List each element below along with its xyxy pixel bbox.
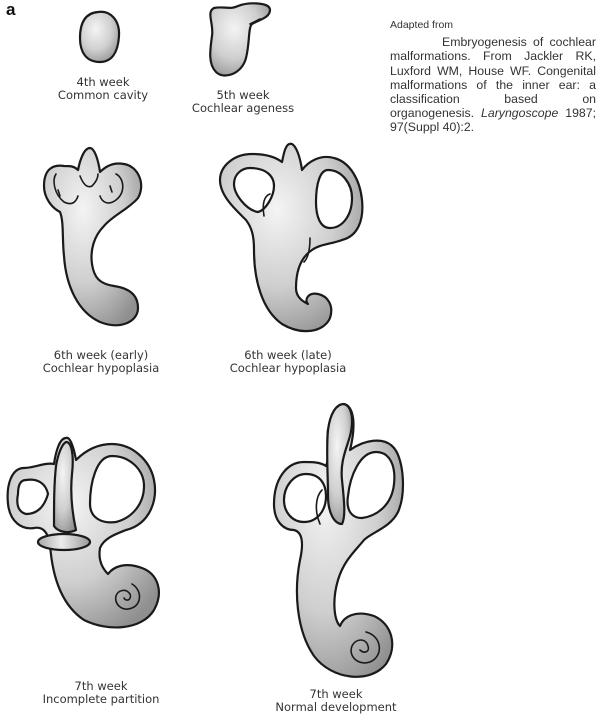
panel-label: a (6, 0, 16, 19)
stage-week: 7th week (309, 687, 363, 701)
stage-description: Common cavity (57, 88, 149, 102)
stage-week: 6th week (late) (244, 348, 332, 362)
stage-week: 5th week (216, 88, 270, 102)
credit-journal: Laryngoscope (481, 106, 559, 121)
caption-stage-2 (178, 89, 308, 115)
caption-stage-1 (48, 76, 158, 102)
stage-description: Cochlear hypoplasia (42, 361, 160, 375)
stage-description: Normal development (275, 700, 397, 714)
illustration-cochlear-hypoplasia-late (212, 140, 372, 345)
credit-heading: Adapted from (390, 19, 454, 31)
credit-volume: 1987; 97(Suppl 40):2. (390, 106, 597, 135)
illustration-incomplete-partition (4, 434, 164, 634)
stage-week: 6th week (early) (53, 348, 149, 362)
illustration-common-cavity (70, 8, 130, 68)
illustration-cochlear-hypoplasia-early (34, 146, 144, 346)
caption-stage-4 (218, 349, 358, 375)
stage-description: Cochlear ageness (191, 101, 295, 115)
caption-stage-6 (266, 688, 406, 714)
illustration-cochlear-aplasia (200, 2, 280, 82)
stage-description: Incomplete partition (42, 692, 160, 706)
stage-week: 4th week (76, 75, 130, 89)
caption-stage-3 (36, 349, 166, 375)
caption-stage-5 (36, 680, 166, 706)
stage-description: Cochlear hypoplasia (229, 361, 347, 375)
illustration-normal-development (254, 400, 404, 685)
stage-week: 7th week (74, 679, 128, 693)
credit-block (390, 18, 596, 135)
credit-citation: Embryogenesis of cochlear malformations. From Jackler RK, Luxford WM, House WF. Congenital malformations of the inner ear: a classification based on organogenesis. (390, 35, 596, 121)
credit-text (390, 35, 596, 134)
